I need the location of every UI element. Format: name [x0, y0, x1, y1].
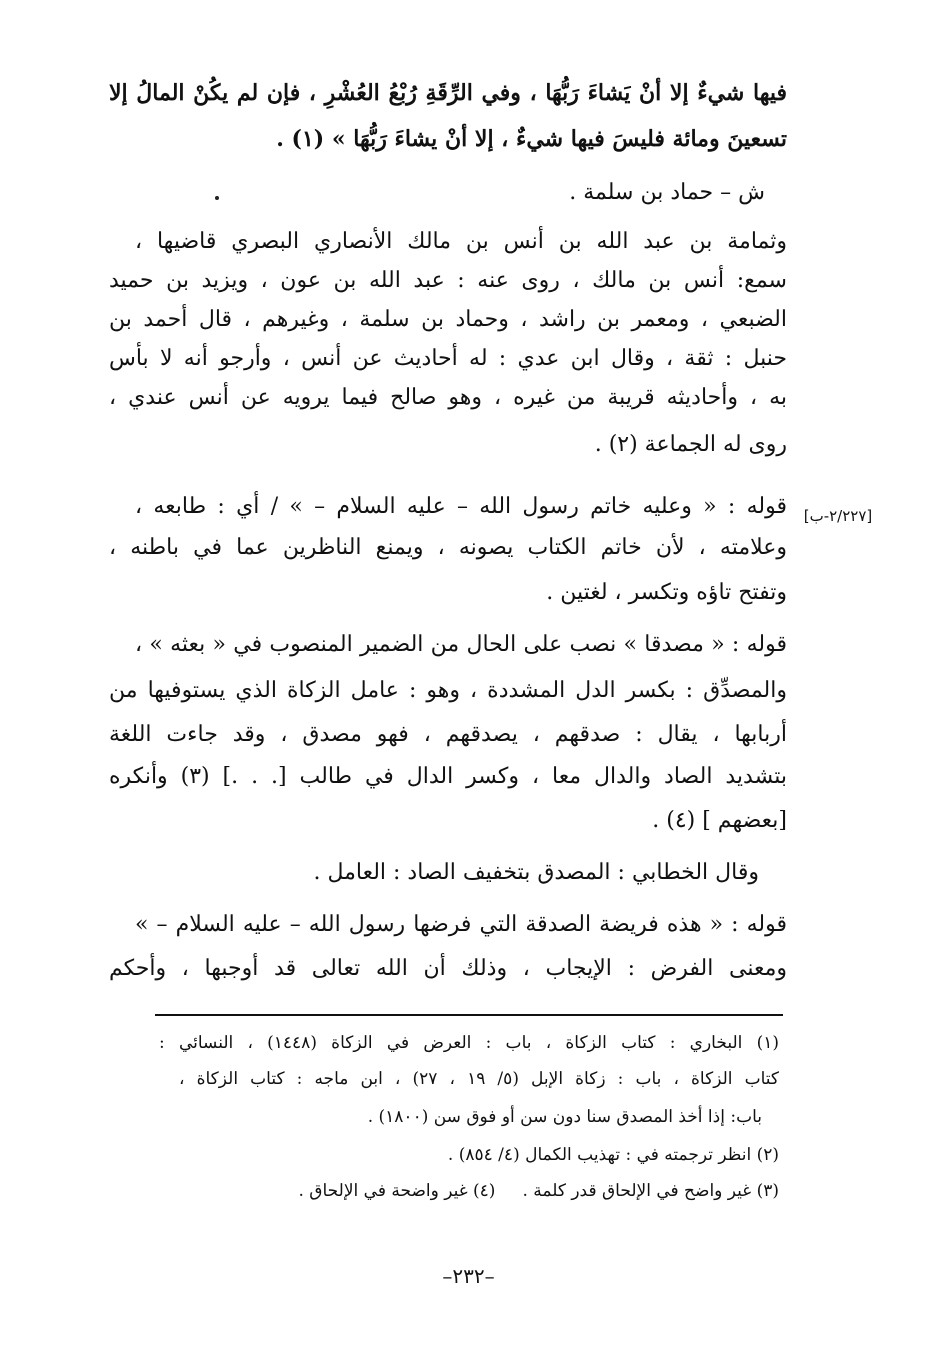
text-line: روى له الجماعة (٢) . [594, 432, 787, 457]
text-line: به ، وأحاديثه قريبة من غيره ، وهو صالح فيما يرويه عن أنس عندي ، [109, 385, 787, 410]
text-line: وقال الخطابي : المصدق بتخفيف الصاد : العامل . [313, 860, 759, 885]
print-speck [215, 196, 219, 200]
text-line: قوله : « وعليه خاتم رسول الله – عليه السلام – » / أي : طابعه ، [135, 494, 787, 519]
text-line: أربابها ، يقال : صدقهم ، يصدقهم ، فهو مصدق ، وقد جاءت اللغة [109, 722, 787, 747]
text-line: وثمامة بن عبد الله بن أنس بن مالك الأنصاري البصري قاضيها ، [135, 229, 787, 254]
text-line: تسعينَ ومائة فليسَ فيها شيءٌ ، إلا أنْ يشاءَ رَبُّهَا » (١) . [276, 126, 787, 152]
text-line: الضبعي ، ومعمر بن راشد ، وحماد بن سلمة ، وغيرهم ، قال أحمد بن [109, 307, 787, 332]
text-line: سمع: أنس بن مالك ، روى عنه : عبد الله بن عون ، ويزيد بن حميد [109, 268, 787, 293]
text-line: فيها شيءٌ إلا أنْ يَشاءَ رَبُّهَا ، وفي الرِّقَةِ رُبْعُ العُشْرِ ، فإن لم يكُنْ المالُ إلا [109, 80, 787, 106]
text-line: ومعنى الفرض : الإيجاب ، وذلك أن الله تعالى قد أوجبها ، وأحكم [109, 956, 787, 981]
page-number: –٢٣٢– [442, 1264, 495, 1288]
footnote-line: (٢) انظر ترجمته في : تهذيب الكمال (٤/ ٨٥٤) . [447, 1145, 779, 1165]
text-line: حنبل : ثقة ، وقال ابن عدي : له أحاديث عن أنس ، وأرجو أنه لا بأس [109, 346, 787, 371]
footnote-line: باب: إذا أخذ المصدق سنا دون سن أو فوق سن (١٨٠٠) . [367, 1107, 762, 1127]
text-line: [بعضهم ] (٤) . [652, 808, 787, 833]
footnote-line: (٣) غير واضح في الإلحاق قدر كلمة . (٤) غير واضحة في الإلحاق . [298, 1181, 779, 1201]
text-line: وعلامته ، لأن خاتم الكتاب يصونه ، ويمنع الناظرين عما في باطنه ، [109, 535, 787, 560]
text-line: وتفتح تاؤه وتكسر ، لغتين . [546, 580, 787, 605]
text-line: قوله : « مصدقا » نصب على الحال من الضمير المنصوب في « بعثه » ، [135, 632, 787, 657]
margin-folio-note: [٢/٢٢٧-ب] [803, 507, 873, 525]
text-line: بتشديد الصاد والدال معا ، وكسر الدال في طالب [. . .] (٣) وأنكره [109, 764, 787, 789]
footnote-separator [155, 1014, 783, 1016]
text-line: والمصدِّق : بكسر الدل المشددة ، وهو : عامل الزكاة الذي يستوفيها من [109, 678, 787, 703]
text-line: قوله : « هذه فريضة الصدقة التي فرضها رسول الله – عليه السلام – » [135, 912, 787, 937]
footnote-line: كتاب الزكاة ، باب : زكاة الإبل (٥/ ١٩ ، ٢٧) ، ابن ماجه : كتاب الزكاة ، [179, 1069, 779, 1089]
footnote-line: (١) البخاري : كتاب الزكاة ، باب : العرض في الزكاة (١٤٤٨) ، النسائي : [159, 1033, 779, 1053]
text-line: ش – حماد بن سلمة . [569, 180, 765, 205]
